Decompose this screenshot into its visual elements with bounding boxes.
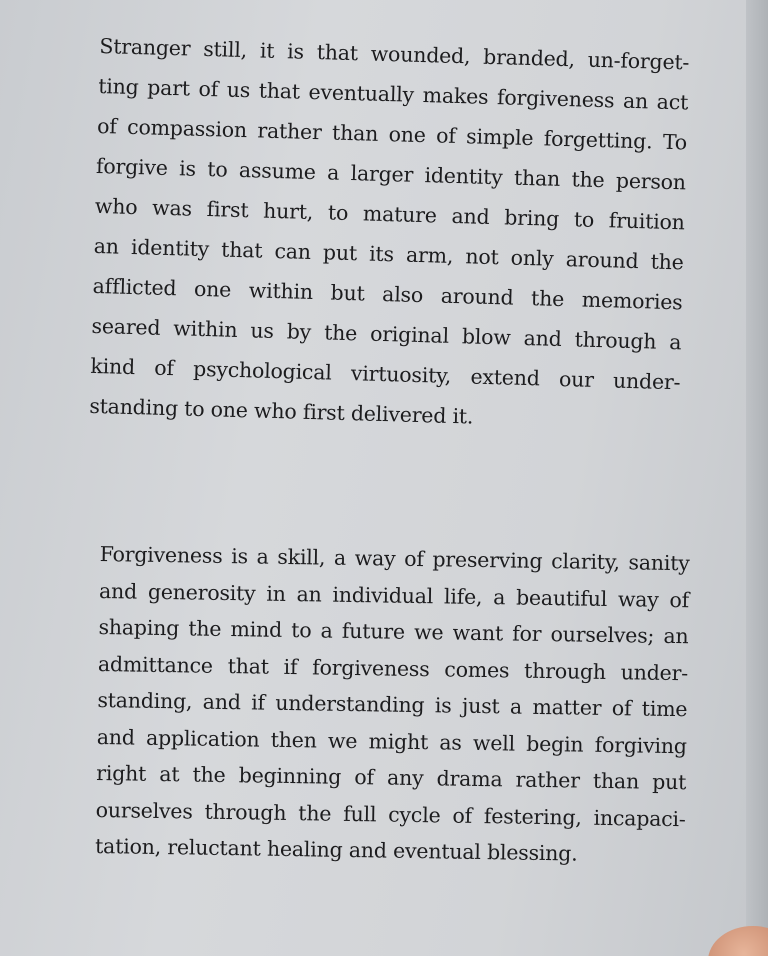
- paragraph-line: standing, and if understanding is just a matter of time: [97, 687, 688, 722]
- paragraph-line: shaping the mind to a future we want for ourselves; an: [98, 614, 689, 649]
- paragraph-line: and generosity in an individual life, a beautiful way of: [98, 578, 690, 612]
- paragraph-line: forgive is to assume a larger identity than the person: [95, 153, 687, 195]
- paragraph-line: ourselves through the full cycle of festering, incapaci-: [95, 797, 686, 831]
- paragraph-1: [89, 26, 700, 443]
- paragraph-line: of compassion rather than one of simple forgetting. To: [96, 113, 688, 155]
- paragraph-line: right at the beginning of any drama rather than put: [96, 760, 687, 795]
- paragraph-line: an identity that can put its arm, not only around the: [93, 233, 684, 275]
- page-edge: [746, 0, 768, 956]
- paragraph-line: standing to one who first delivered it.: [89, 393, 474, 429]
- finger-tip: [708, 926, 768, 956]
- paragraph-line: tation, reluctant healing and eventual blessing.: [94, 833, 578, 866]
- paragraph-line: Forgiveness is a skill, a way of preserving clarity, sanity: [99, 541, 690, 576]
- paragraph-line: kind of psychological virtuosity, extend our under-: [90, 353, 681, 395]
- paragraph-line: admittance that if forgiveness comes through under-: [97, 651, 689, 685]
- paragraph-line: ting part of us that eventually makes forgiveness an act: [97, 73, 689, 115]
- paragraph-line: seared within us by the original blow and through a: [91, 313, 682, 355]
- paragraph-line: Stranger still, it is that wounded, branded, un-forget-: [99, 33, 690, 75]
- paragraph-line: afflicted one within but also around the memories: [92, 273, 683, 315]
- paragraph-2: [95, 536, 700, 874]
- paragraph-line: who was first hurt, to mature and bring to fruition: [94, 193, 686, 235]
- paragraph-line: and application then we might as well begin forgiving: [96, 724, 687, 758]
